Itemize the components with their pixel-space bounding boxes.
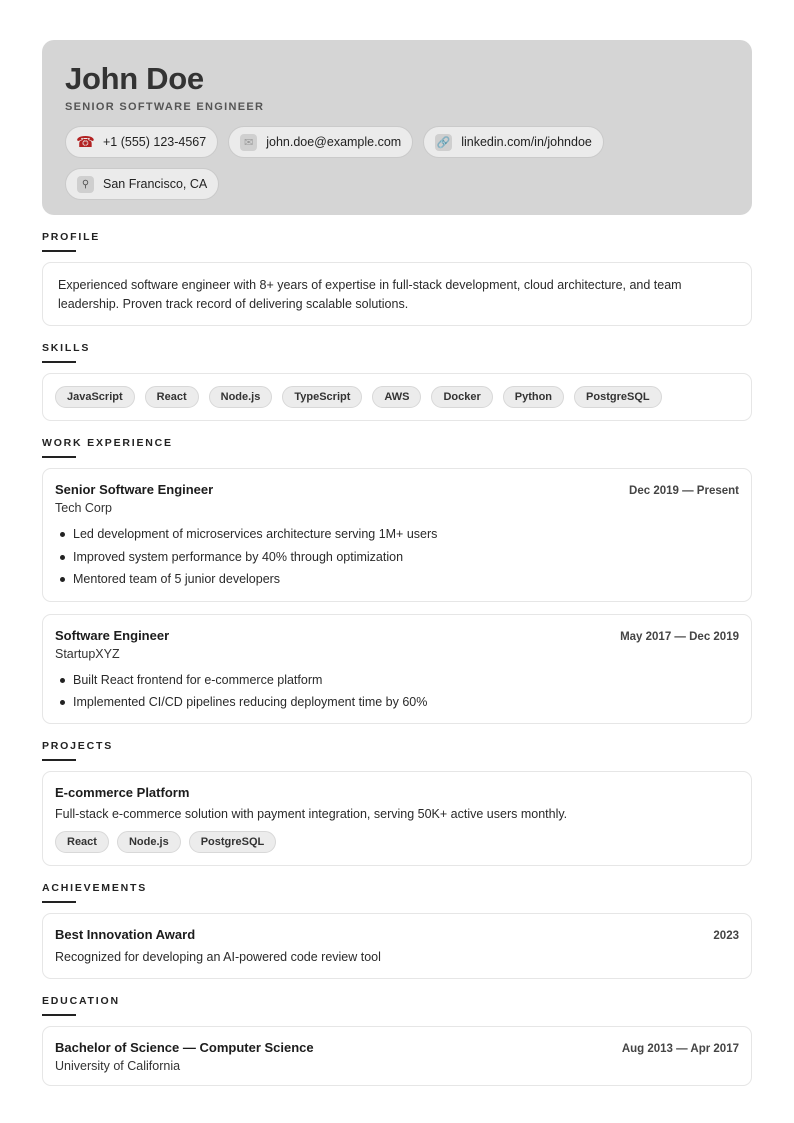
contact-email[interactable] — [228, 126, 413, 158]
project-title: E-commerce Platform — [55, 784, 190, 800]
achievement-card — [42, 913, 752, 979]
job-bullets — [55, 523, 739, 591]
job-title: Senior Software Engineer — [55, 482, 214, 497]
skills-card — [42, 373, 752, 421]
section-title-projects: PROJECTS — [42, 724, 752, 761]
project-tag: Node.js — [117, 831, 181, 853]
project-tags — [55, 831, 739, 853]
skill-tag: Node.js — [209, 386, 273, 408]
achievement-description: Recognized for developing an AI-powered code review tool — [55, 949, 381, 964]
job-bullet: Improved system performance by 40% through optimization — [55, 546, 739, 569]
job-card — [42, 614, 752, 724]
resume-header — [42, 40, 752, 215]
skills-list — [55, 386, 739, 408]
education-card — [42, 1026, 752, 1086]
education-school: University of California — [55, 1058, 181, 1073]
section-title-skills: SKILLS — [42, 326, 752, 363]
contact-linkedin-text: linkedin.com/in/johndoe — [461, 135, 592, 149]
location-pin-icon: ⚲ — [77, 176, 94, 193]
project-tag: React — [55, 831, 109, 853]
profile-card — [42, 262, 752, 326]
section-title-achievements: ACHIEVEMENTS — [42, 866, 752, 903]
candidate-role: SENIOR SOFTWARE ENGINEER — [65, 101, 265, 113]
project-description: Full-stack e-commerce solution with payment integration, serving 50K+ active users monthly. — [55, 806, 568, 821]
resume-page — [42, 40, 752, 1086]
contact-phone[interactable] — [65, 126, 218, 158]
job-bullet: Built React frontend for e-commerce platform — [55, 669, 739, 692]
contact-location-text: San Francisco, CA — [103, 177, 208, 191]
job-dates: Dec 2019 — Present — [629, 485, 739, 497]
contact-location[interactable] — [65, 168, 219, 200]
contact-list — [65, 126, 729, 200]
job-bullet: Implemented CI/CD pipelines reducing deployment time by 60% — [55, 691, 739, 714]
skill-tag: TypeScript — [282, 386, 362, 408]
job-bullet: Led development of microservices architecture serving 1M+ users — [55, 523, 739, 546]
job-title: Software Engineer — [55, 627, 170, 643]
skill-tag: Python — [503, 386, 564, 408]
contact-email-text: john.doe@example.com — [266, 135, 402, 149]
candidate-name: John Doe — [65, 61, 204, 96]
job-dates: May 2017 — Dec 2019 — [620, 630, 739, 643]
skill-tag: Docker — [431, 386, 492, 408]
job-card — [42, 468, 752, 602]
contact-phone-text: +1 (555) 123-4567 — [103, 135, 207, 149]
job-company: Tech Corp — [55, 501, 112, 515]
phone-icon: ☎ — [76, 134, 95, 151]
profile-summary: Experienced software engineer with 8+ years of expertise in full-stack development, cloud architecture, and team leadership. Proven track record of delivering scalable solutions. — [58, 278, 682, 311]
skill-tag: React — [145, 386, 199, 408]
project-card — [42, 771, 752, 866]
job-bullet: Mentored team of 5 junior developers — [55, 568, 739, 591]
achievement-year: 2023 — [713, 929, 739, 942]
education-dates: Aug 2013 — Apr 2017 — [621, 1042, 739, 1055]
link-icon: 🔗 — [435, 134, 452, 151]
project-tag: PostgreSQL — [189, 831, 277, 853]
section-title-profile: PROFILE — [42, 215, 752, 252]
education-degree: Bachelor of Science — Computer Science — [55, 1039, 314, 1055]
job-bullets — [55, 669, 739, 714]
skill-tag: JavaScript — [55, 386, 135, 408]
job-company: StartupXYZ — [55, 646, 120, 661]
achievement-title: Best Innovation Award — [55, 926, 196, 942]
section-title-work: WORK EXPERIENCE — [42, 421, 752, 458]
skill-tag: AWS — [372, 386, 421, 408]
skill-tag: PostgreSQL — [574, 386, 662, 408]
section-title-education: EDUCATION — [42, 979, 752, 1016]
email-icon: ✉ — [240, 134, 257, 151]
contact-linkedin[interactable] — [423, 126, 604, 158]
